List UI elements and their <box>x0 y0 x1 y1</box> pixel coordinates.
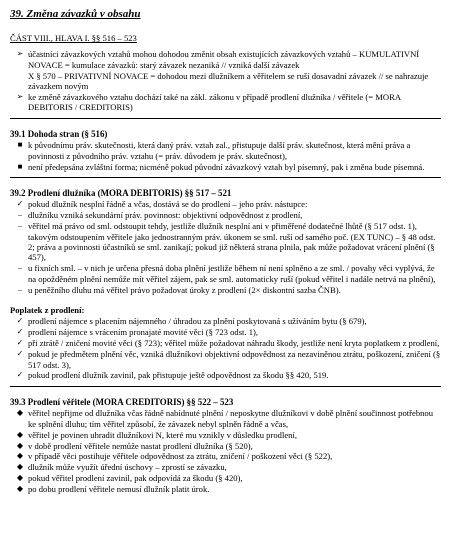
diamond-bullet-icon: ◆ <box>16 408 24 418</box>
check-bullet-icon: ✓ <box>16 349 24 359</box>
diamond-bullet-icon: ◆ <box>16 473 24 483</box>
list-item: ■ není předepsána zvláštní forma; nicméně pokud původní závazkový vztah byl písemný, pak i změna bude písemná. <box>10 162 441 172</box>
section-4-list <box>10 408 441 494</box>
square-bullet-icon: ■ <box>17 161 23 171</box>
list-item: ◆ věřitel je povinen uhradit dlužníkovi N, které mu vznikly v důsledku prodlení, <box>10 430 441 440</box>
section-3-list <box>10 316 441 380</box>
section-1-list <box>10 140 441 172</box>
list-item: ◆ v případě věci postihuje věřitele odpovědnost za ztrátu, zničení / poškození věci (§ 522), <box>10 451 441 461</box>
section-divider <box>10 177 441 178</box>
list-item: – dlužníku vzniká sekundární práv. povinnost: objektivní odpovědnost z prodlení, <box>10 210 441 220</box>
check-bullet-icon: ✓ <box>16 316 24 326</box>
section-heading: 39.1 Dohoda stran (§ 516) <box>10 128 108 139</box>
list-item: – u peněžního dluhu má věřitel právo požadovat úroky z prodlení (2× diskontní sazba ČNB). <box>10 285 441 295</box>
document-title: 39. Změna závazků v obsahu <box>10 8 141 20</box>
list-item: ✓ prodlení nájemce s placením nájemného / úhradou za plnění poskytovaná s užíváním bytu (§ 679), <box>10 316 441 326</box>
intro-item: ➢ ke změně závazkového vztahu dochází také na zákl. zákonu v případě prodlení dlužníka / věřitele (= MORA DEBITORIS / CREDITORIS) <box>10 92 441 113</box>
list-item: ◆ dlužník může využít úřední úschovy – zprostí se závazku, <box>10 462 441 472</box>
legal-reference: ČÁST VIII., HLAVA I. §§ 516 – 523 <box>10 33 137 43</box>
check-bullet-icon: ✓ <box>16 338 24 348</box>
arrow-bullet-icon: ➢ <box>16 92 24 102</box>
diamond-bullet-icon: ◆ <box>16 451 24 461</box>
dash-bullet-icon: – <box>18 284 22 294</box>
check-bullet-icon: ✓ <box>16 199 24 209</box>
arrow-bullet-icon: ➢ <box>16 49 24 59</box>
list-item: ✓ pokud je předmětem plnění věc, vzniká dlužníkovi objektivní odpovědnost za nezaviněnou ztrátu, poškození, zničení (§ 517 odst. 3), <box>10 349 441 370</box>
check-bullet-icon: ✓ <box>16 327 24 337</box>
section-divider <box>10 118 441 119</box>
list-item: ✓ pokud prodlení dlužník zavinil, pak přistupuje ještě odpovědnost za škodu §§ 420, 519. <box>10 370 441 380</box>
list-item: ◆ po dobu prodlení věřitele nemusí dlužník platit úrok. <box>10 484 441 494</box>
diamond-bullet-icon: ◆ <box>16 484 24 494</box>
list-item: ✓ při ztrátě / zničení movité věci (§ 723); věřitel může požadovat náhradu škody, jestliže není kryta poplatkem z prodlení, <box>10 338 441 348</box>
list-item: ✓ pokud dlužník nesplní řádně a včas, dostává se do prodlení – jeho práv. nástupce: <box>10 199 441 209</box>
intro-item: ➢ účastníci závazkových vztahů mohou dohodou změnit obsah existujících závazkových vztahů – KUMULATIVNÍ NOVACE = kumulace závazků: starý závazek nezaniká // vzniká další závazek <box>10 49 441 70</box>
intro-list <box>10 49 441 112</box>
check-bullet-icon: ✓ <box>16 370 24 380</box>
list-item: – u fixních sml. – v nich je určena přesná doba plnění jestliže během ní není splněno a ze sml. / povahy věci vyplývá, že na opožděném plnění nemůže mít věřitel zájem, pak se sml. automaticky ruší (pokud věřitel i nadále netrvá na plnění), <box>10 263 441 284</box>
diamond-bullet-icon: ◆ <box>16 429 24 439</box>
list-item: ■ k původnímu práv. skutečnosti, která daný práv. vztah zal., přistupuje další práv. skutečnost, která mění práva a povinnosti z původního práv. vztahu (= práv. důvodem je práv. skutečnost), <box>10 140 441 161</box>
list-item: ◆ věřitel nepřijme od dlužníka včas řádně nabídnuté plnění / neposkytne dlužníkovi v době plnění součinnost potřebnou ke splnění dluhu; tím věřitel způsobí, že závazek nebyl splněn řádně a včas, <box>10 408 441 429</box>
section-divider <box>10 386 441 387</box>
dash-bullet-icon: – <box>18 210 22 220</box>
diamond-bullet-icon: ◆ <box>16 440 24 450</box>
dash-bullet-icon: – <box>18 221 22 231</box>
intro-item: X § 570 – PRIVATIVNÍ NOVACE = dohodou mezi dlužníkem a věřitelem se ruší dosavadní závazek // se nahrazuje závazkem novým <box>28 70 429 92</box>
list-item: ✓ prodlení nájemce s vrácením pronajaté movité věci (§ 723 odst. 1), <box>10 327 441 337</box>
section-2-list <box>10 199 441 295</box>
subsection-heading: Poplatek z prodlení: <box>10 305 85 316</box>
list-item: ◆ pokud věřitel prodlení zavinil, pak odpovídá za škodu (§ 420), <box>10 473 441 483</box>
list-item: – věřitel má právo od sml. odstoupit tehdy, jestliže dlužník nesplní ani v přiměřené dodatečné lhůtě (§ 517 odst. 1), takovým odstoupením věřitele jako jednostranným práv. úkonem se sml. ruší od samého poč. (EX TUNC) – § 48 odst. 2; práva a povinnosti účastníků se sml. zanikají; pokud již některá strana plnila, pak může požadovat vrácení plnění (§ 457), <box>10 221 441 263</box>
diamond-bullet-icon: ◆ <box>16 462 24 472</box>
square-bullet-icon: ■ <box>17 140 23 150</box>
section-heading: 39.3 Prodlení věřitele (MORA CREDITORIS) §§ 522 – 523 <box>10 396 234 407</box>
list-item: ◆ v době prodlení věřitele nemůže nastat prodlení dlužníka (§ 520), <box>10 441 441 451</box>
dash-bullet-icon: – <box>18 263 22 273</box>
section-heading: 39.2 Prodlení dlužníka (MORA DEBITORIS) §§ 517 – 521 <box>10 187 232 198</box>
